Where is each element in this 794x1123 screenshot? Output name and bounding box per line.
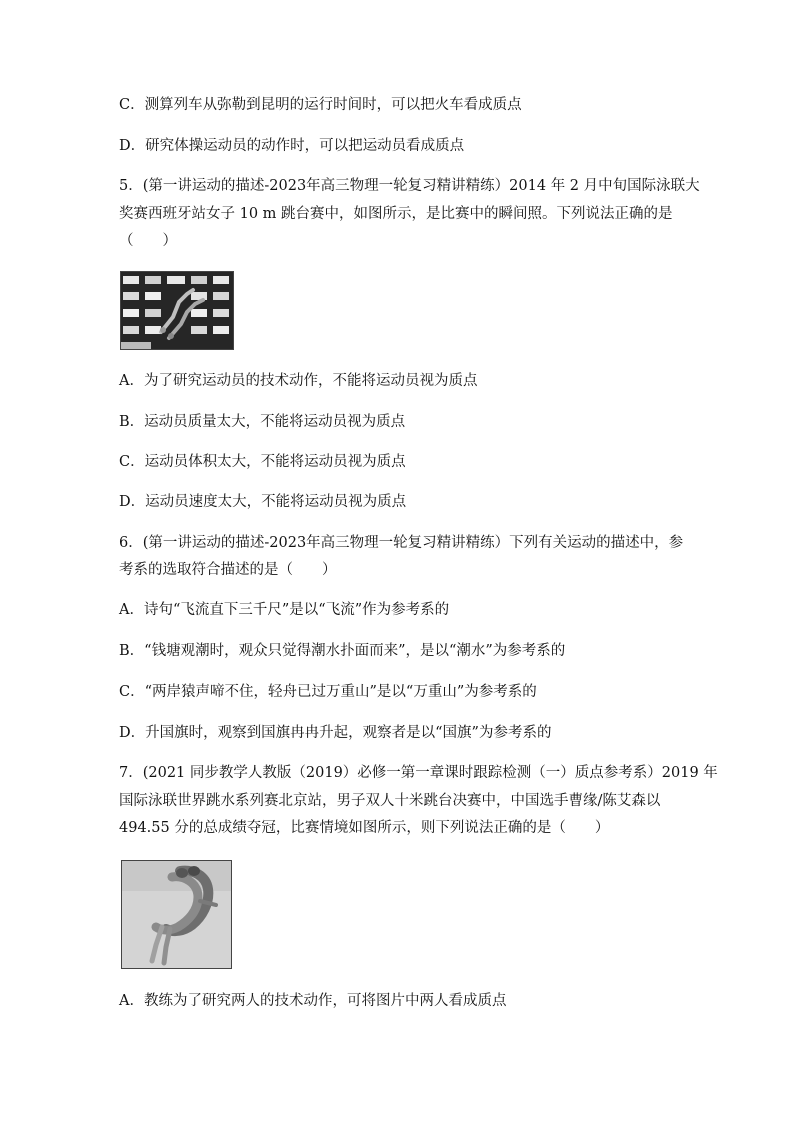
diving-scene-image — [121, 272, 233, 349]
q7-stem-line2: 国际泳联世界跳水系列赛北京站，男子双人十米跳台决赛中，中国选手曹缘/陈艾森以 — [119, 793, 661, 809]
q6-option-b: B．“钱塘观潮时，观众只觉得潮水扑面而来”，是以“潮水”为参考系的 — [119, 643, 566, 659]
q7-option-a: A．教练为了研究两人的技术动作，可将图片中两人看成质点 — [119, 993, 507, 1009]
q5-stem-line1: 5．(第一讲运动的描述-2023年高三物理一轮复习精讲精练）2014 年 2 月中旬国际泳联大 — [119, 178, 700, 194]
q5-stem-line2: 奖赛西班牙站女子 10 m 跳台赛中，如图所示，是比赛中的瞬间照。下列说法正确的是 — [119, 206, 673, 222]
q7-stem-line1: 7．(2021 同步教学人教版（2019）必修一第一章课时跟踪检测（一）质点参考系）2019 年 — [119, 765, 718, 781]
q5-option-d: D．运动员速度太大，不能将运动员视为质点 — [119, 494, 407, 510]
q5-option-b: B．运动员质量太大，不能将运动员视为质点 — [119, 414, 406, 430]
q4-option-c: C．测算列车从弥勒到昆明的运行时间时，可以把火车看成质点 — [119, 97, 522, 113]
q6-option-a: A．诗句“飞流直下三千尺”是以“飞流”作为参考系的 — [119, 602, 450, 618]
q6-option-c: C．“两岸猿声啼不住，轻舟已过万重山”是以“万重山”为参考系的 — [119, 684, 537, 700]
q6-stem-line1: 6．(第一讲运动的描述-2023年高三物理一轮复习精讲精练）下列有关运动的描述中，参 — [119, 535, 684, 551]
synchronized-divers-image — [122, 861, 231, 968]
diving-photo-q7 — [121, 860, 232, 969]
q5-option-a: A．为了研究运动员的技术动作，不能将运动员视为质点 — [119, 373, 478, 389]
diving-photo-q5 — [120, 271, 234, 350]
q6-stem-line2: 考系的选取符合描述的是（ ） — [119, 562, 337, 578]
q6-option-d: D．升国旗时，观察到国旗冉冉升起，观察者是以“国旗”为参考系的 — [119, 725, 552, 741]
q4-option-d: D．研究体操运动员的动作时，可以把运动员看成质点 — [119, 138, 465, 154]
q7-stem-line3: 494.55 分的总成绩夺冠，比赛情境如图所示，则下列说法正确的是（ ） — [119, 820, 610, 836]
q5-option-c: C．运动员体积太大，不能将运动员视为质点 — [119, 454, 406, 470]
q5-stem-line3: （ ） — [119, 233, 177, 249]
